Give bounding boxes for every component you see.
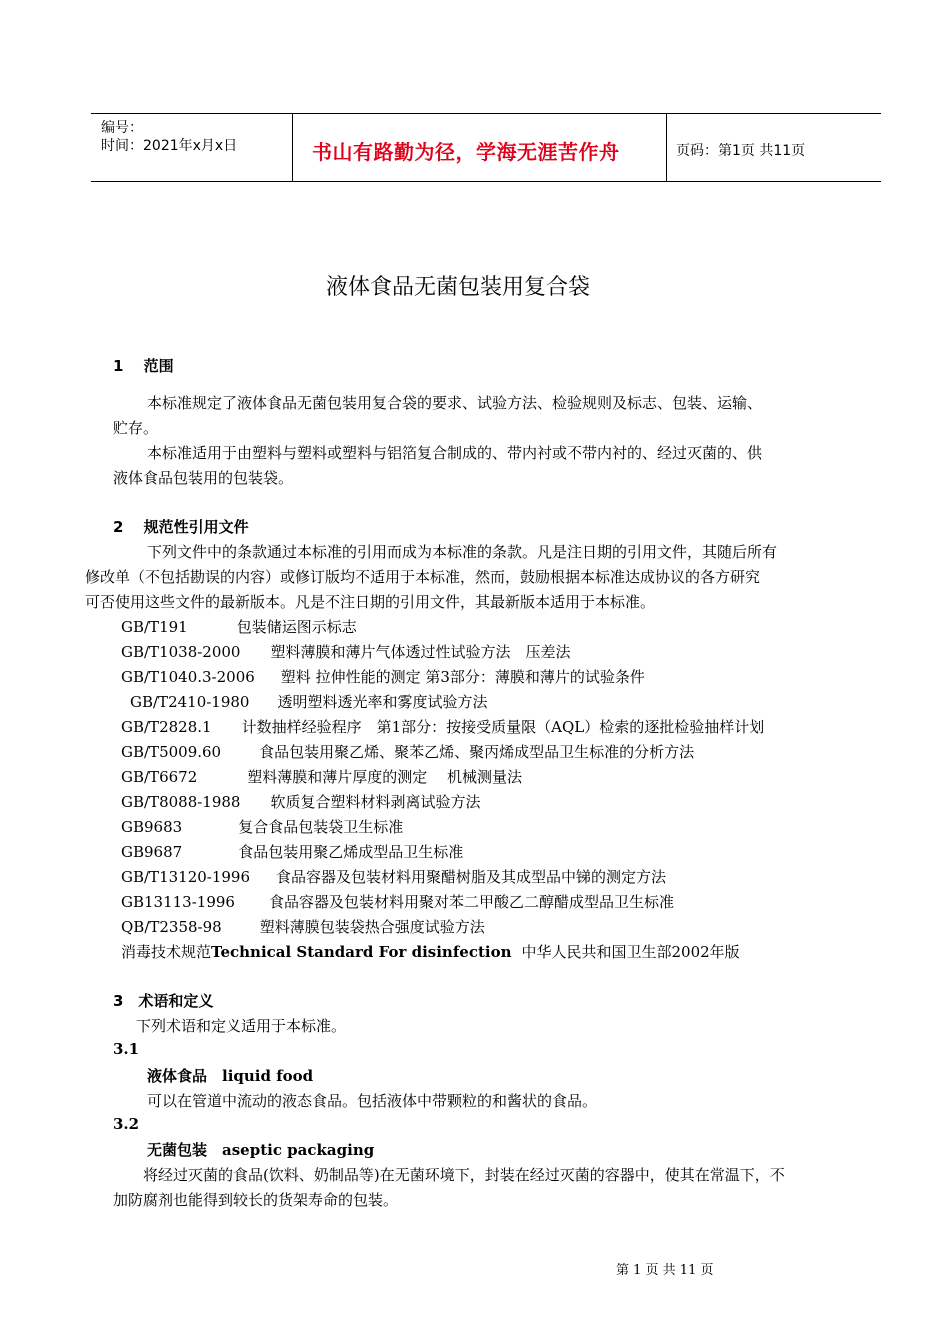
header-divider-right [666,114,667,182]
section-1-para-2-line-1: 本标准适用于由塑料与塑料或塑料与铝箔复合制成的、带内衬或不带内衬的、经过灭菌的、供 [147,444,763,462]
term-3-2-title: 无菌包装 aseptic packaging [147,1141,375,1159]
ref-item [121,741,694,762]
ref-item [121,666,645,687]
header-top-rule [91,113,881,114]
section-2-para-line-1: 下列文件中的条款通过本标准的引用而成为本标准的条款。凡是注日期的引用文件，其随后所有 [147,543,778,561]
ref-title: 塑料薄膜和薄片厚度的测定 机械测量法 [247,768,523,786]
ref-code: GB/T1038-2000 [121,643,241,661]
ref-english-title: Technical Standard For disinfection [211,943,512,961]
ref-title: 食品容器及包装材料用聚对苯二甲酸乙二醇醋成型品卫生标准 [268,893,674,911]
ref-code: GB/T2410-1980 [130,693,250,711]
ref-item [121,841,463,862]
term-3-2-number: 3.2 [113,1115,140,1133]
ref-code: GB13113-1996 [121,893,235,911]
section-1-para-1-line-2: 贮存。 [113,419,159,437]
term-3-2-definition-line-2: 加防腐剂也能得到较长的货架寿命的包装。 [113,1191,399,1209]
ref-issuer: 中华人民共和国卫生部2002年版 [521,943,740,961]
ref-title: 塑料薄膜包装袋热合强度试验方法 [259,918,485,936]
ref-item [121,616,357,637]
header-bottom-rule [91,181,881,182]
section-2-para-line-2: 修改单（不包括勘误的内容）或修订版均不适用于本标准，然而，鼓励根据本标准达成协议的各方研究 [85,568,761,586]
ref-item [121,641,571,662]
ref-code: GB9687 [121,843,183,861]
ref-title: 复合食品包装袋卫生标准 [238,818,404,836]
page-footer: 第 1 页 共 11 页 [616,1263,714,1278]
term-3-1-definition: 可以在管道中流动的液态食品。包括液体中带颗粒的和酱状的食品。 [147,1092,598,1110]
ref-item [121,891,674,912]
ref-code: GB/T1040.3-2006 [121,668,255,686]
document-title: 液体食品无菌包装用复合袋 [325,275,590,300]
term-3-1-number: 3.1 [113,1040,140,1058]
ref-title: 塑料薄膜和薄片气体透过性试验方法 压差法 [270,643,571,661]
ref-item [121,816,403,837]
ref-item-disinfection [121,941,740,962]
ref-title: 食品容器及包装材料用聚醋树脂及其成型品中锑的测定方法 [276,868,667,886]
ref-item [121,916,485,937]
ref-code: GB9683 [121,818,183,836]
header-time-label: 时间：2021年x月x日 [101,138,238,154]
header-divider-left [292,114,293,182]
header-page-label: 页码：第1页 共11页 [676,143,806,159]
term-3-2-definition-line-1: 将经过灭菌的食品(饮料、奶制品等)在无菌环境下，封装在经过灭菌的容器中，使其在常温下，不 [143,1166,785,1184]
ref-title: 包装储运图示标志 [236,618,357,636]
ref-title: 食品包装用聚乙烯成型品卫生标准 [238,843,464,861]
ref-title: 塑料 拉伸性能的测定 第3部分：薄膜和薄片的试验条件 [280,668,645,686]
ref-code: GB/T191 [121,618,188,636]
ref-title: 软质复合塑料材料剥离试验方法 [270,793,481,811]
ref-item [121,866,666,887]
ref-code: GB/T6672 [121,768,198,786]
ref-title: 计数抽样经验程序 第1部分：按接受质量限（AQL）检索的逐批检验抽样计划 [241,718,765,736]
section-1-para-1-line-1: 本标准规定了液体食品无菌包装用复合袋的要求、试验方法、检验规则及标志、包装、运输、 [147,394,763,412]
ref-code: GB/T2828.1 [121,718,212,736]
section-1-para-2-line-2: 液体食品包装用的包装袋。 [113,469,294,487]
section-3-heading: 3 术语和定义 [113,992,214,1010]
ref-title: 食品包装用聚乙烯、聚苯乙烯、聚丙烯成型品卫生标准的分析方法 [259,743,695,761]
header-motto: 书山有路勤为径，学海无涯苦作舟 [312,140,620,164]
section-1-heading: 1 范围 [113,357,174,375]
ref-code: GB/T8088-1988 [121,793,241,811]
header-number-label: 编号： [101,120,143,136]
ref-code: GB/T13120-1996 [121,868,251,886]
ref-code: QB/T2358-98 [121,918,222,936]
ref-prefix: 消毒技术规范 [121,943,212,961]
ref-code: GB/T5009.60 [121,743,222,761]
term-3-1-title: 液体食品 liquid food [147,1067,314,1085]
ref-item [130,691,488,712]
section-3-intro: 下列术语和定义适用于本标准。 [136,1017,347,1035]
ref-item [121,791,481,812]
section-2-para-line-3: 可否使用这些文件的最新版本。凡是不注日期的引用文件，其最新版本适用于本标准。 [85,593,656,611]
section-2-heading: 2 规范性引用文件 [113,518,249,536]
ref-item [121,766,522,787]
ref-item [121,716,764,737]
ref-title: 透明塑料透光率和雾度试验方法 [277,693,488,711]
